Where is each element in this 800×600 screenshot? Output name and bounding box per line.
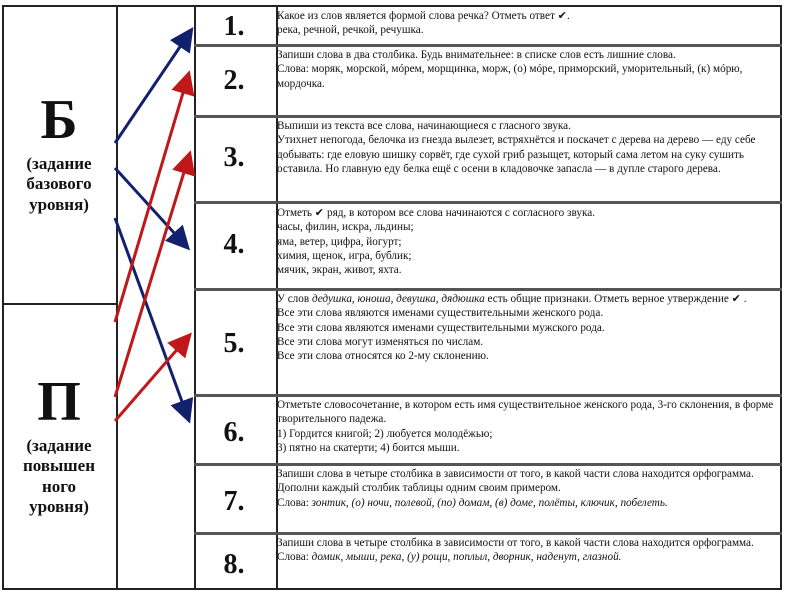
task-option[interactable]: химия, щенок, игра, бублик; xyxy=(277,249,412,262)
task-line: Отметьте словосочетание, в котором есть имя существительное женского рода, 3-го склонения, в форме творительного падежа. xyxy=(277,399,774,426)
task-option[interactable]: часы, филин, искра, льдины; xyxy=(277,221,414,234)
task-option[interactable]: яма, ветер, цифра, йогурт; xyxy=(277,235,402,248)
task-option[interactable]: 3) пятно на скатерти; 4) боится мыши. xyxy=(277,441,460,454)
level-advanced-letter: П xyxy=(37,371,81,433)
words-list: домик, мыши, река, (у) рощи, поплыл, дворник, наденут, глазной. xyxy=(311,551,622,564)
words-label: Слова: xyxy=(277,551,312,564)
task-line: Запиши слова в четыре столбика в зависимости от того, в какой части слова находится орфограмма. xyxy=(277,537,754,549)
arrow-advanced-to-5 xyxy=(115,337,188,421)
task-line: Запиши слова в четыре столбика в зависимости от того, в какой части слова находится орфограмма. Дополни каждый столбик таблицы одним своим примером. xyxy=(277,468,754,495)
task-number: 3. xyxy=(223,142,245,173)
task-number: 1. xyxy=(223,11,245,42)
task-number: 5. xyxy=(223,328,245,359)
level-basic-desc-line: базового xyxy=(26,174,92,194)
task-line: Запиши слова в два столбика. Будь внимательнее: в списке слов есть лишние слова. xyxy=(277,49,676,61)
level-basic-desc-line: уровня) xyxy=(29,194,89,214)
task-option[interactable]: Все эти слова являются именами существительными мужского рода. xyxy=(277,321,605,334)
task-number: 7. xyxy=(223,486,245,517)
task-number: 8. xyxy=(223,549,245,580)
task-intro-post: есть общие признаки. Отметь верное утверждение ✔ . xyxy=(484,293,747,305)
words-list: зонтик, (о) ночи, полевой, (по) домам, (в) доме, полёты, ключик, побелеть. xyxy=(311,496,668,509)
task-option[interactable]: 1) Гордится книгой; 2) любуется молодёжью; xyxy=(277,427,493,440)
arrow-basic-to-1 xyxy=(115,32,190,143)
task-line: Слова: моряк, морской, мóрем, морщинка, морж, (о) мóре, приморский, уморительный, (к) мóрю, мордочка. xyxy=(277,63,743,90)
level-advanced-desc-line: повышен xyxy=(22,456,96,476)
task-option[interactable]: Все эти слова являются именами существительными женского рода. xyxy=(277,307,604,320)
arrow-basic-to-6 xyxy=(115,218,188,418)
level-advanced-desc-line: ного xyxy=(41,476,77,496)
task-line: Какое из слов является формой слова речка? Отметь ответ ✔. xyxy=(277,10,570,22)
level-advanced-desc-line: уровня) xyxy=(29,497,89,517)
task-number: 6. xyxy=(223,417,245,448)
level-basic-desc-line: (задание xyxy=(26,154,92,173)
words-label: Слова: xyxy=(277,496,312,509)
task-intro-words: дедушка, юноша, девушка, дядюшка xyxy=(311,293,485,305)
task-number: 4. xyxy=(223,229,245,260)
task-intro-pre: У слов xyxy=(277,293,312,305)
task-option[interactable]: Все эти слова относятся ко 2-му склонению. xyxy=(277,350,489,363)
task-line: Выпиши из текста все слова, начинающиеся с гласного звука. xyxy=(277,120,571,132)
level-advanced-desc-line: (задание xyxy=(26,436,92,455)
task-line: Отметь ✔ ряд, в котором все слова начинаются с согласного звука. xyxy=(277,207,595,219)
task-number: 2. xyxy=(223,65,245,96)
task-option[interactable]: мячик, экран, живот, яхта. xyxy=(277,264,402,277)
task-line: река, речной, речкой, речушка. xyxy=(277,24,424,37)
task-line: Утихнет непогода, белочка из гнезда вылезет, встряхнётся и поскачет с дерева на дерево — еду себе добывать: где еловую шишку сорвёт, где сухой гриб разыщет, который сама летом на суку сушить оставила. Но главную еду белка ещё с осени в кладовочке запасла — в дупле старого дерева. xyxy=(277,134,756,175)
level-basic-letter: Б xyxy=(40,89,78,151)
task-option[interactable]: Все эти слова могут изменяться по числам. xyxy=(277,335,484,348)
